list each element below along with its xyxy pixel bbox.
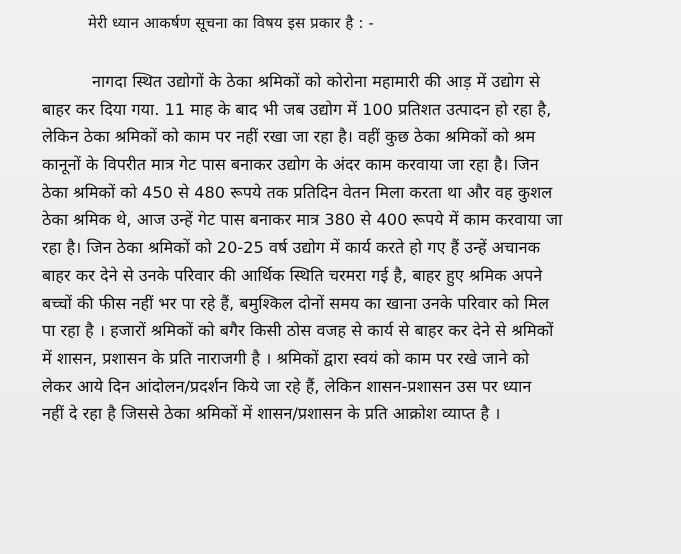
document-heading: मेरी ध्यान आकर्षण सूचना का विषय इस प्रकार है : -	[88, 14, 374, 32]
body-line: कानूनों के विपरीत मात्र गेट पास बनाकर उद्योग के अंदर काम करवाया जा रहा है। जिन	[42, 155, 539, 175]
body-line: बच्चों की फीस नहीं भर पा रहे हैं, बमुश्किल दोनों समय का खाना उनके परिवार को मिल	[42, 293, 549, 313]
document-body	[42, 68, 674, 428]
body-line: लेकिन ठेका श्रमिकों को काम पर नहीं रखा जा रहा है। वहीं कुछ ठेका श्रमिकों को श्रम	[42, 127, 536, 147]
body-line: ठेका श्रमिकों को 450 से 480 रूपये तक प्रतिदिन वेतन मिला करता था और वह कुशल	[42, 182, 553, 202]
body-line: पा रहा है । हजारों श्रमिकों को बगैर किसी ठोस वजह से कार्य से बाहर कर देने से श्रमिकों	[42, 321, 554, 341]
body-line: बाहर कर देने से उनके परिवार की आर्थिक स्थिति चरमरा गई है, बाहर हुए श्रमिक अपने	[42, 265, 543, 285]
body-line: नागदा स्थित उद्योगों के ठेका श्रमिकों को कोरोना महामारी की आड़ में उद्योग से	[92, 72, 540, 91]
body-line: में शासन, प्रशासन के प्रति नाराजगी है । श्रमिकों द्वारा स्वयं को काम पर रखे जाने को	[42, 348, 530, 368]
body-line: नहीं दे रहा है जिससे ठेका श्रमिकों में शासन/प्रशासन के प्रति आक्रोश व्याप्त है ।	[42, 404, 501, 424]
body-line: ठेका श्रमिक थे, आज उन्हें गेट पास बनाकर मात्र 380 से 400 रूपये में काम करवाया जा	[42, 210, 563, 230]
body-line: रहा है। जिन ठेका श्रमिकों को 20-25 वर्ष उद्योग में कार्य करते हो गए हैं उन्हें अचानक	[42, 238, 541, 258]
body-line: बाहर कर दिया गया. 11 माह के बाद भी जब उद्योग में 100 प्रतिशत उत्पादन हो रहा है,	[42, 99, 552, 119]
body-line: लेकर आये दिन आंदोलन/प्रदर्शन किये जा रहे हैं, लेकिन शासन-प्रशासन उस पर ध्यान	[42, 376, 532, 396]
